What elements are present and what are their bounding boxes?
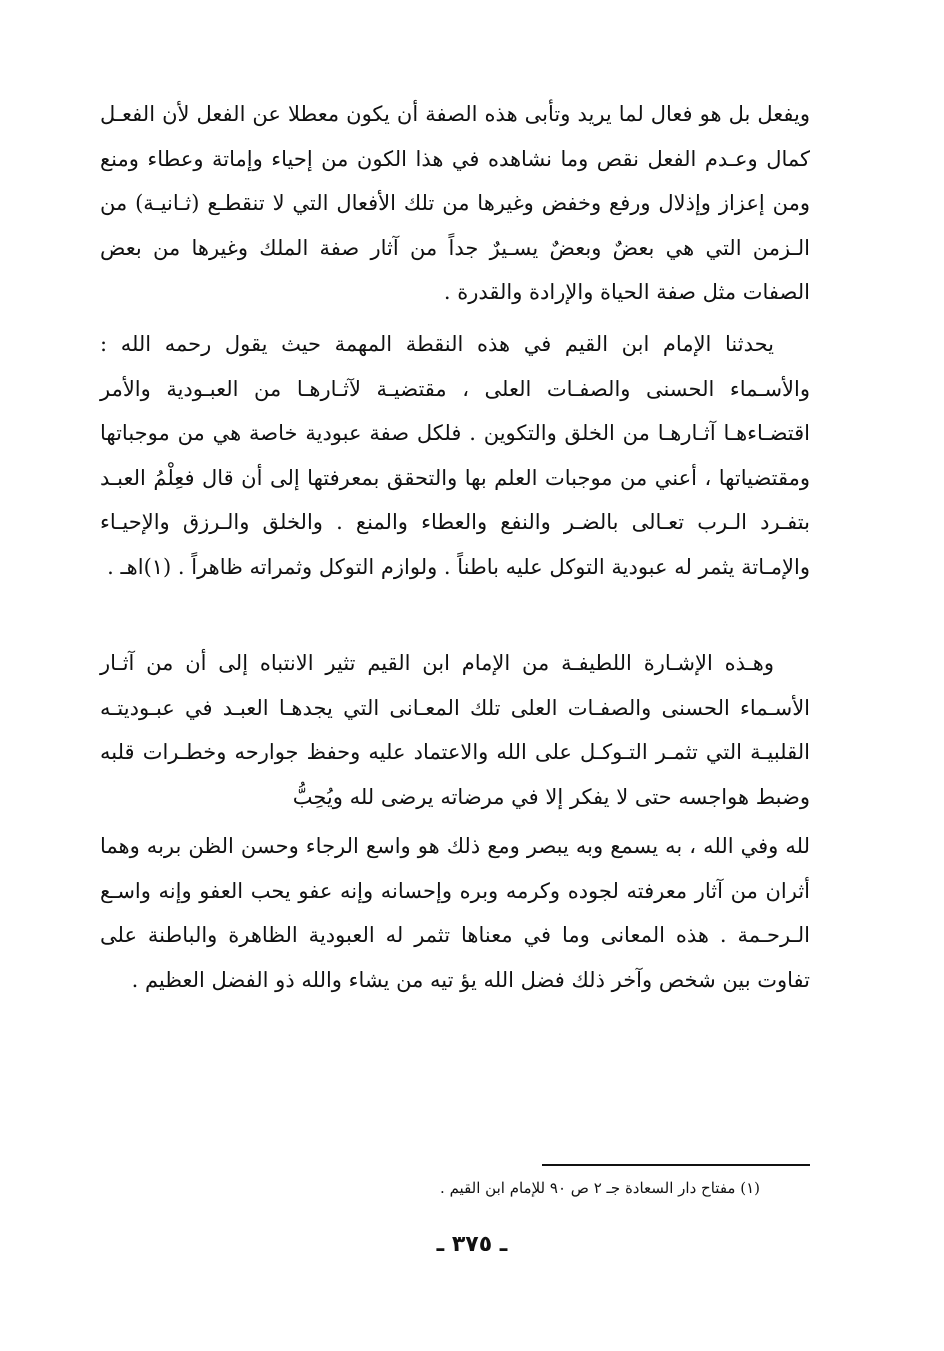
- body-paragraph-2: [100, 322, 810, 590]
- paragraph-text: يحدثنا الإمام ابن القيم في هذه النقطة المهمة حيث يقول رحمه الله : والأسـماء الحسنى والصفـات العلى ، مقتضيـة لآثـارهـا من العبـودية والأمر اقتضـاءهـا آثـارهـا من الخلق والتكوين . فلكل صفة عبودية خاصة هي من موجباتها ومقتضياتها ، أعني من موجبات العلم بها والتحقق بمعرفتها إلى أن قال فعِلْمُ العبـد بتفـرد الـرب تعـالى بالضـر والنفع والعطاء والمنع . والخلق والـرزق والإحيـاء والإمـاتة يثمر له عبودية التوكل عليه باطناً . ولوازم التوكل وثمراته ظاهراً . (١)اهـ .: [100, 332, 810, 579]
- page-number: ـ ٣٧٥ ـ: [436, 1232, 508, 1257]
- paragraph-text: ويفعل بل هو فعال لما يريد وتأبى هذه الصفة أن يكون معطلا عن الفعل لأن الفعـل كمال وعـدم الفعل نقص وما نشاهده في هذا الكون من إحياء وإماتة وعطاء ومنع ومن إعزاز وإذلال ورفع وخفض وغيرها من تلك الأفعال التي لا تنقطـع (ثـانيـة) من الـزمن التي هي بعضٌ وبعضٌ يسـيرٌ جداً من آثار صفة الملك وغيرها من بعض الصفات مثل صفة الحياة والإرادة والقدرة .: [100, 102, 810, 305]
- paragraph-text: وهـذه الإشـارة اللطيفـة من الإمام ابن القيم تثير الانتباه إلى أن من آثـار الأسـماء الحسنى والصفـات العلى تلك المعـانى التي يجدهـا العبـد في عبـوديتـه القلبيـة التي تثمـر التـوكـل على الله والاعتماد عليه وحفظ جوارحه وخطـرات قلبه وضبط هواجسه حتى لا يفكر إلا في مرضاته يرضى لله ويُحِبُّ: [100, 651, 810, 809]
- body-paragraph-4: [100, 824, 810, 1002]
- body-paragraph-3: [100, 641, 810, 819]
- footnote: (١) مفتاح دار السعادة جـ ٢ ص ٩٠ للإمام ابن القيم .: [440, 1179, 760, 1197]
- footnote-divider: [542, 1164, 810, 1166]
- body-paragraph-1: [100, 92, 810, 315]
- paragraph-text: لله وفي الله ، به يسمع وبه يبصر ومع ذلك هو واسع الرجاء وحسن الظن بربه وهما أثران من آثار معرفته لجوده وكرمه وبره وإحسانه وإنه عفو يحب العفو وإنه واسـع الـرحـمة . هذه المعانى وما في معناها تثمر له العبودية الظاهرة والباطنة على تفاوت بين شخص وآخر ذلك فضل الله يؤ تيه من يشاء والله ذو الفضل العظيم .: [100, 834, 810, 992]
